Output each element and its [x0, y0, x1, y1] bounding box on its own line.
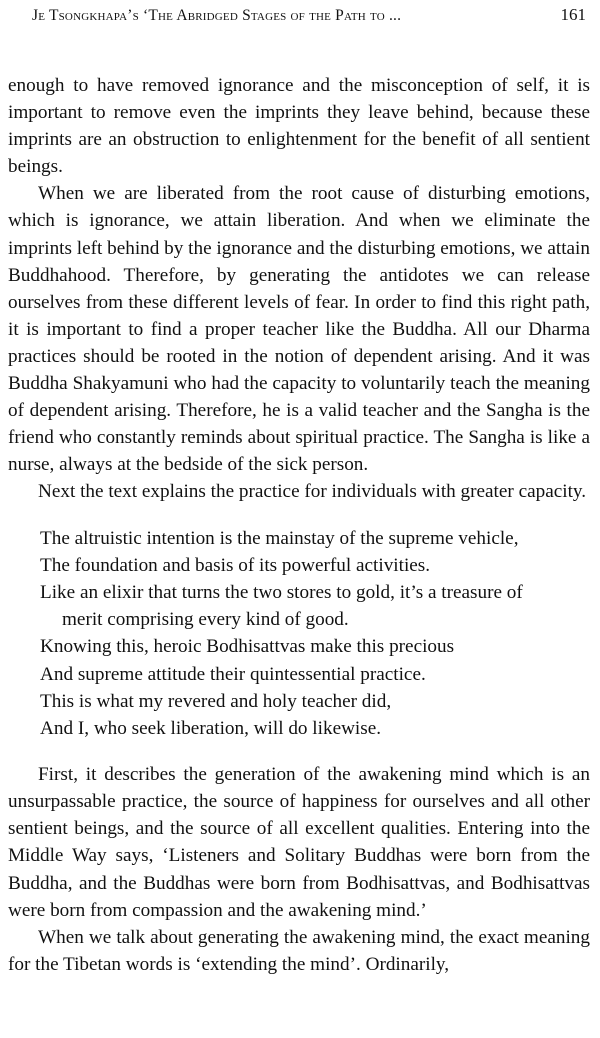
- verse-line-continuation: merit comprising every kind of good.: [62, 609, 349, 631]
- verse-line: And I, who seek liberation, will do likewise.: [40, 717, 382, 739]
- paragraph: Next the text explains the practice for individuals with greater capacity.: [38, 481, 587, 503]
- body-text: [8, 72, 590, 978]
- page-number: 161: [560, 5, 586, 24]
- paragraph: When we talk about generating the awakening mind, the exact meaning for the Tibetan words is ‘extending the mind’. Ordinarily,: [8, 926, 590, 975]
- verse-line: Knowing this, heroic Bodhisattvas make this precious: [40, 636, 455, 658]
- paragraph: First, it describes the generation of the awakening mind which is an unsurpassable practice, the source of happiness for ourselves and all other sentient beings, and the source of all excellent qualities. Entering into the Middle Way says, ‘Listeners and Solitary Buddhas were born from the Buddha, and the Buddhas were born from Bodhisattvas, and Bodhisattvas were born from compassion and the awakening mind.’: [8, 764, 590, 921]
- verse-quotation: [40, 525, 590, 743]
- running-header: [32, 0, 586, 42]
- verse-line: And supreme attitude their quintessential practice.: [40, 663, 426, 685]
- paragraph: When we are liberated from the root cause of disturbing emotions, which is ignorance, we attain liberation. And when we eliminate the imprints left behind by the ignorance and the disturbing emotions, we attain Buddhahood. Therefore, by generating the antidotes we can release ourselves from these different levels of fear. In order to find this right path, it is important to find a proper teacher like the Buddha. All our Dharma practices should be rooted in the notion of dependent arising. And it was Buddha Shakyamuni who had the capacity to voluntarily teach the meaning of dependent arising. Therefore, he is a valid teacher and the Sangha is the friend who constantly reminds about spiritual practice. The Sangha is like a nurse, always at the bedside of the sick person.: [8, 183, 590, 476]
- verse-line: This is what my revered and holy teacher did,: [40, 690, 392, 712]
- verse-line: The altruistic intention is the mainstay of the supreme vehicle,: [40, 527, 519, 549]
- running-title: Je Tsongkhapa’s ‘The Abridged Stages of the Path to ...: [32, 7, 402, 24]
- paragraph: enough to have removed ignorance and the misconception of self, it is important to remove even the imprints they leave behind, because these imprints are an obstruction to enlightenment for the benefit of all sentient beings.: [8, 75, 590, 178]
- verse-line: Like an elixir that turns the two stores to gold, it’s a treasure of: [40, 581, 523, 603]
- verse-line: The foundation and basis of its powerful activities.: [40, 554, 431, 576]
